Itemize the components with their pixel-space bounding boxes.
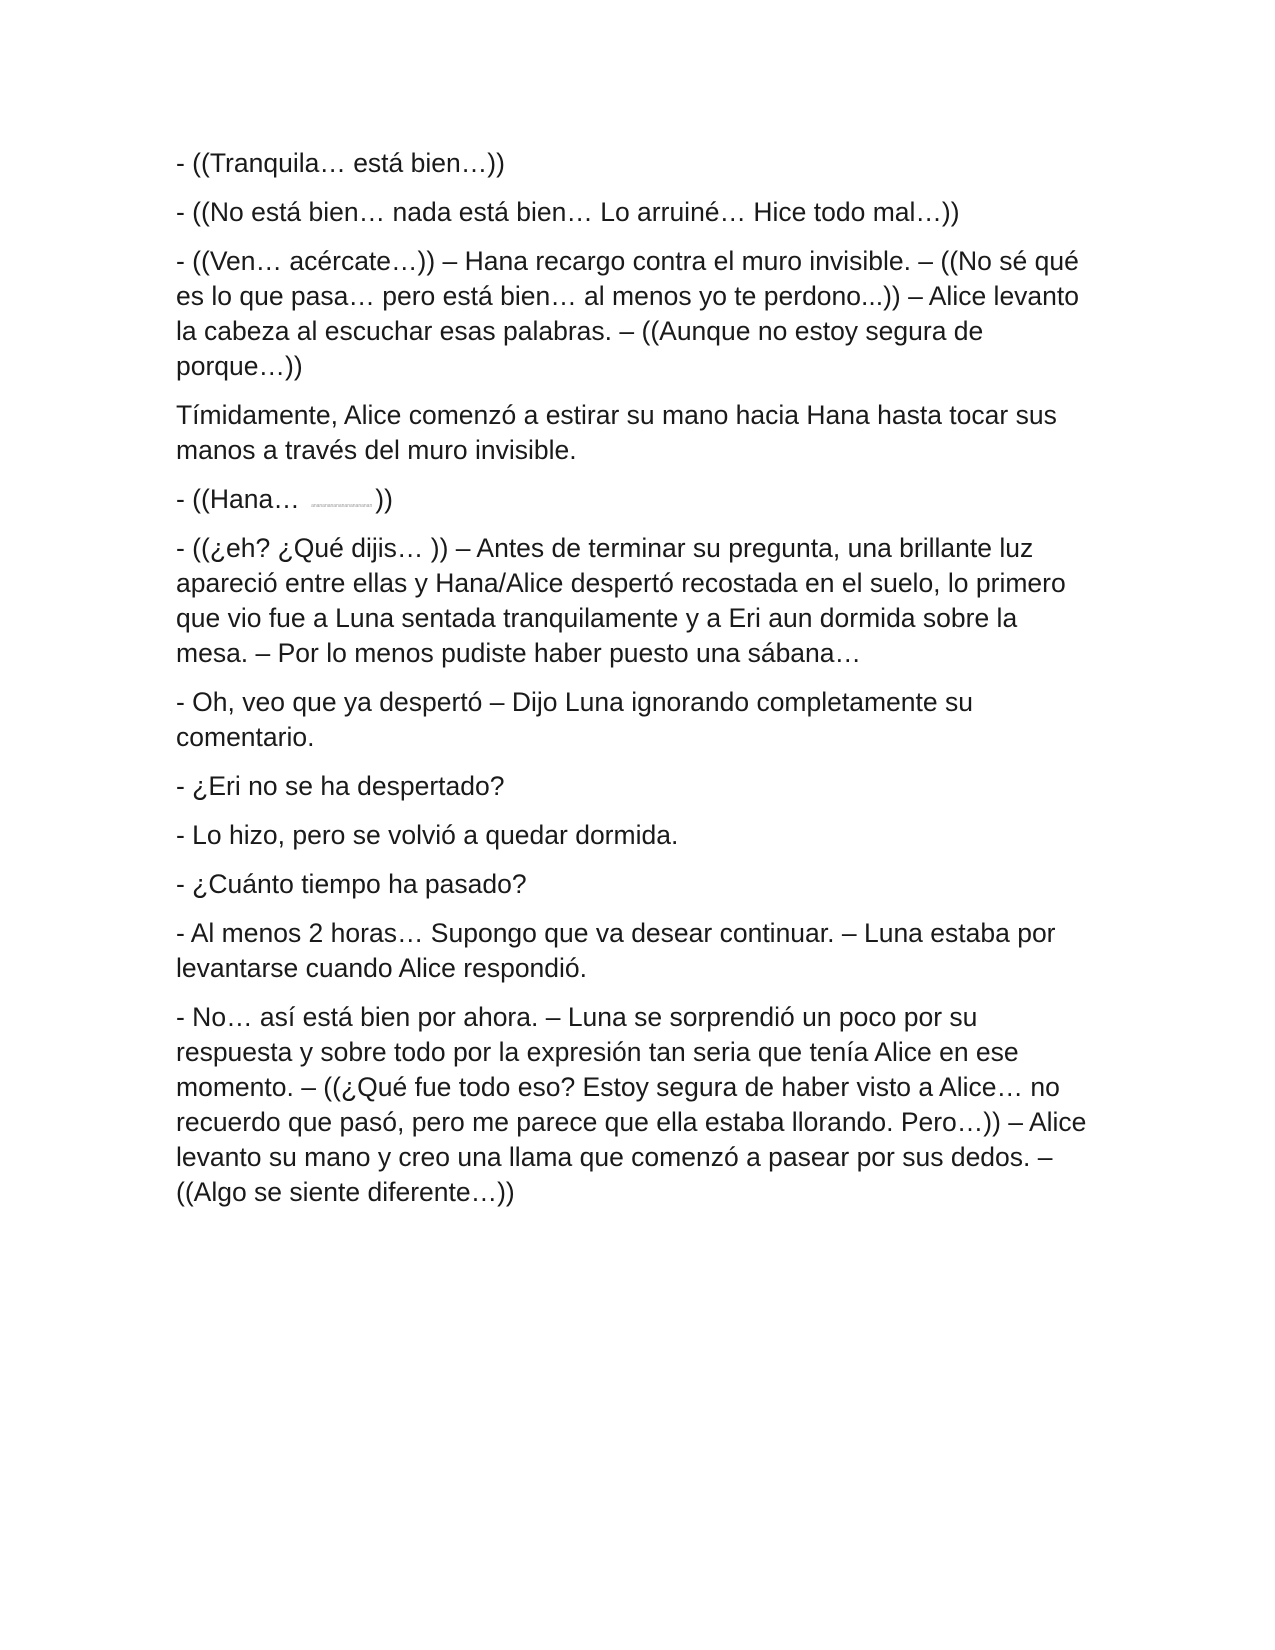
paragraph: - ¿Cuánto tiempo ha pasado? xyxy=(176,869,527,899)
paragraph-hana xyxy=(176,482,1096,517)
paragraph: - Oh, veo que ya despertó – Dijo Luna ignorando completamente su comentario. xyxy=(176,687,973,752)
paragraph: - No… así está bien por ahora. – Luna se sorprendió un poco por su respuesta y sobre todo por la expresión tan seria que tenía Alice en ese momento. – ((¿Qué fue todo eso? Estoy segura de haber visto a Alice… no recuerdo que pasó, pero me parece que ella estaba llorando. Pero…)) – Alice levanto su mano y creo una llama que comenzó a pasear por sus dedos. – ((Algo se siente diferente…)) xyxy=(176,1002,1087,1207)
document-body xyxy=(176,146,1096,1224)
paragraph: - Al menos 2 horas… Supongo que va desear continuar. – Luna estaba por levantarse cuando Alice respondió. xyxy=(176,918,1056,983)
paragraph: - ((¿eh? ¿Qué dijis… )) – Antes de terminar su pregunta, una brillante luz apareció entre ellas y Hana/Alice despertó recostada en el suelo, lo primero que vio fue a Luna sentada tranquilamente y a Eri aun dormida sobre la mesa. – Por lo menos pudiste haber puesto una sábana… xyxy=(176,533,1066,668)
paragraph: - Lo hizo, pero se volvió a quedar dormida. xyxy=(176,820,679,850)
paragraph: - ((No está bien… nada está bien… Lo arruiné… Hice todo mal…)) xyxy=(176,197,960,227)
hana-line-suffix: )) xyxy=(375,484,393,514)
paragraph: - ¿Eri no se ha despertado? xyxy=(176,771,505,801)
paragraph: - ((Tranquila… está bien…)) xyxy=(176,148,505,178)
hana-line-prefix: - ((Hana… xyxy=(176,484,308,514)
tiny-text: ananananananananananan xyxy=(311,503,373,509)
paragraph: - ((Ven… acércate…)) – Hana recargo contra el muro invisible. – ((No sé qué es lo que pasa… pero está bien… al menos yo te perdono...)) – Alice levanto la cabeza al escuchar esas palabras. – ((Aunque no estoy segura de porque…)) xyxy=(176,246,1080,381)
paragraph: Tímidamente, Alice comenzó a estirar su mano hacia Hana hasta tocar sus manos a través del muro invisible. xyxy=(176,400,1057,465)
